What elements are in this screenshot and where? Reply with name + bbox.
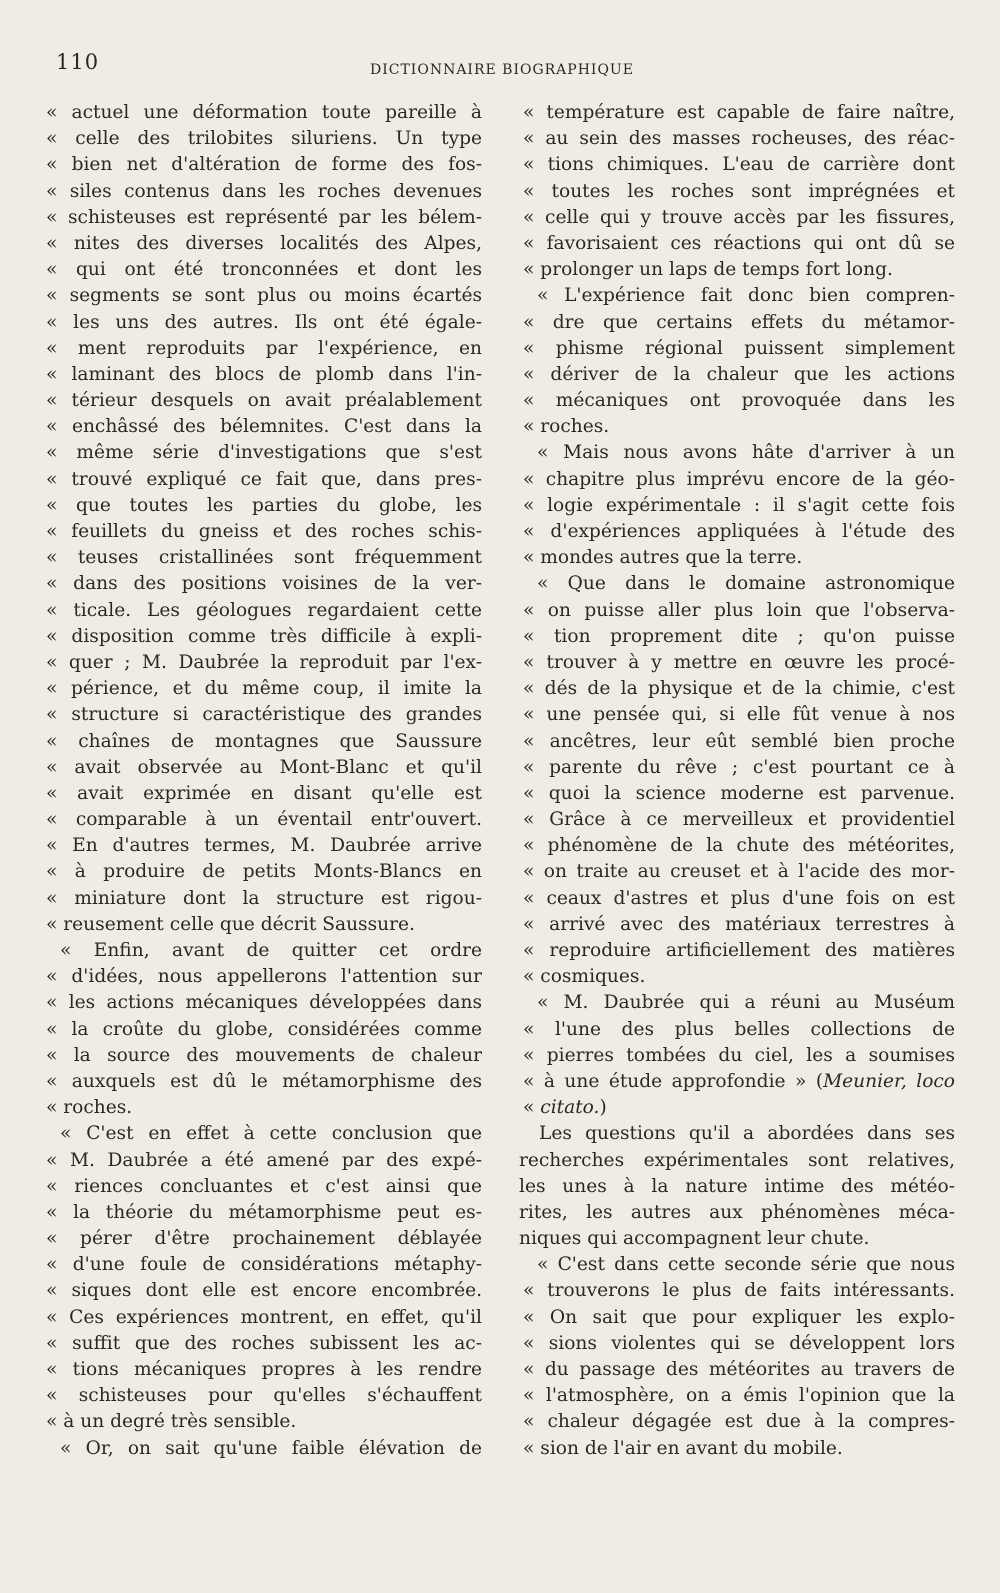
text-line [517,624,955,650]
text-line-content: « On sait que pour expliquer les explo- [523,1306,955,1328]
text-line [46,1095,482,1121]
text-line [517,388,955,414]
text-line-content: « même série d'investigations que s'est [46,442,482,464]
text-line-content: « Or, on sait qu'une faible élévation de [60,1437,482,1459]
text-line [517,1278,955,1304]
text-line [46,336,482,362]
text-line [517,938,955,964]
text-line [517,1069,955,1095]
italic-citation: Meunier, loco [823,1070,955,1092]
text-line [46,1409,482,1435]
text-line-content: « roches. [46,1097,133,1119]
text-line [517,440,955,466]
text-line-content: « les actions mécaniques développées dans [46,992,482,1014]
text-line-content: « avait exprimée en disant qu'elle est [46,782,482,804]
text-line-content: « L'expérience fait donc bien compren- [537,285,955,307]
text-line-content: « [523,1097,541,1119]
text-line [517,1357,955,1383]
text-line-content: « siles contenus dans les roches devenues [46,180,482,202]
italic-citation: citato. [540,1097,600,1119]
text-line [517,598,955,624]
text-line [46,650,482,676]
text-line [46,938,482,964]
text-line [46,807,482,833]
text-line [517,1226,955,1252]
text-line [517,1200,955,1226]
text-line-content: « prolonger un laps de temps fort long. [523,259,893,281]
text-line [517,1436,955,1462]
text-line [517,126,955,152]
text-line-content: « la théorie du métamorphisme peut es- [46,1201,482,1223]
text-line [46,571,482,597]
text-line [517,1043,955,1069]
text-line [517,1305,955,1331]
text-line [517,676,955,702]
text-line [46,624,482,650]
text-line [517,179,955,205]
text-line-content: « ancêtres, leur eût semblé bien proche [523,730,955,752]
text-line-content: « pérer d'être prochainement déblayée [46,1228,482,1250]
text-line-content: « chaleur dégagée est due à la compres- [523,1411,955,1433]
text-line [46,990,482,1016]
text-line [46,912,482,938]
text-line [517,257,955,283]
text-line-content: « dériver de la chaleur que les actions [523,363,955,385]
text-line-content: « structure si caractéristique des grandes [46,704,482,726]
text-line [46,1226,482,1252]
text-line [46,859,482,885]
text-line-content: « trouver à y mettre en œuvre les procé- [523,651,955,673]
text-line [517,1174,955,1200]
text-line-content: « phisme régional puissent simplement [523,337,955,359]
text-line-content: « température est capable de faire naître, [523,102,955,123]
text-line [46,519,482,545]
text-line [46,545,482,571]
text-line [517,545,955,571]
text-line [46,755,482,781]
text-line [517,414,955,440]
text-line-content: « térieur desquels on avait préalablement [46,390,482,412]
text-line-content: « sions violentes qui se développent lors [523,1332,955,1354]
text-line-content: « périence, et du même coup, il imite la [46,678,482,700]
text-line [517,152,955,178]
text-line [46,598,482,624]
text-line-content: « segments se sont plus ou moins écartés [46,285,482,307]
text-line-content: « au sein des masses rocheuses, des réac- [523,128,955,150]
text-line-content: « d'une foule de considérations métaphy- [46,1254,482,1276]
text-line-content: « actuel une déformation toute pareille à [46,102,482,123]
text-line-content: « favorisaient ces réactions qui ont dû se [523,232,955,254]
text-line-content: Les questions qu'il a abordées dans ses [539,1123,955,1145]
text-line [517,283,955,309]
text-line [517,1383,955,1409]
text-line [46,467,482,493]
text-line [46,1017,482,1043]
text-line [517,205,955,231]
text-line-content: « tions mécaniques propres à les rendre [46,1359,482,1380]
text-line [517,362,955,388]
text-line [517,493,955,519]
text-line [46,833,482,859]
text-line [46,126,482,152]
text-line-content: « on traite au creuset et à l'acide des mor- [523,861,955,883]
text-line-content: « logie expérimentale : il s'agit cette fois [523,494,955,516]
text-line-content: « Ces expériences montrent, en effet, qu'il [46,1306,482,1328]
text-line [46,1174,482,1200]
text-line-content: « Grâce à ce merveilleux et providentiel [523,809,955,831]
text-line [517,990,955,1016]
text-line-content: « chapitre plus imprévu encore de la géo- [523,468,955,490]
text-line [46,729,482,755]
text-line-content: « avait observée au Mont-Blanc et qu'il [46,756,482,778]
text-line-content: « à un degré très sensible. [46,1411,297,1433]
text-line-content: niques qui accompagnent leur chute. [519,1228,870,1250]
right-column [517,100,955,1462]
text-line-content: « mondes autres que la terre. [523,547,803,569]
text-line-content: « dés de la physique et de la chimie, c'est [523,678,955,700]
text-line-content: « C'est en effet à cette conclusion que [60,1123,482,1145]
page-number: 110 [56,50,100,74]
text-line [517,964,955,990]
text-line [46,1305,482,1331]
text-line-content: « ment reproduits par l'expérience, en [46,337,482,359]
text-line-content: « mécaniques ont provoquée dans les [523,390,955,412]
text-line-content: « schisteuses est représenté par les bélem- [46,206,482,228]
text-line-content: « toutes les roches sont imprégnées et [523,180,955,202]
text-line [517,100,955,126]
text-line [46,1121,482,1147]
text-line-content: « roches. [523,416,610,438]
text-line-content: « trouverons le plus de faits intéressants. [523,1280,955,1302]
text-line [517,1017,955,1043]
text-line-content: « bien net d'altération de forme des fos- [46,154,482,176]
text-line-content: « C'est dans cette seconde série que nous [537,1254,955,1276]
text-line-content: « Enfin, avant de quitter cet ordre [60,940,482,961]
text-line [46,205,482,231]
text-line-content: « suffit que des roches subissent les ac- [46,1332,482,1354]
text-line-content: « phénomène de la chute des météorites, [523,835,955,857]
text-line-content: « riences concluantes et c'est ainsi que [46,1175,482,1197]
text-line [517,859,955,885]
text-line-content: « que toutes les parties du globe, les [46,494,482,516]
text-line [517,807,955,833]
text-line-content: « reusement celle que décrit Saussure. [46,913,415,935]
text-line-content: « feuillets du gneiss et des roches schis- [46,521,482,542]
text-line [517,1252,955,1278]
text-line [517,1121,955,1147]
text-line-content: « on puisse aller plus loin que l'observa- [523,599,955,621]
text-line-content: « nites des diverses localités des Alpes, [46,232,482,254]
text-line-content: les unes à la nature intime des météo- [519,1175,955,1197]
text-line-content: « dans des positions voisines de la ver- [46,573,482,595]
text-line [46,100,482,126]
text-line-content: « Que dans le domaine astronomique [537,573,955,595]
text-line [517,467,955,493]
text-line-content: « quoi la science moderne est parvenue. [523,782,955,804]
text-line [46,676,482,702]
text-line [46,1331,482,1357]
text-line-content: « miniature dont la structure est rigou- [46,887,482,909]
text-line [46,1383,482,1409]
text-line-content: « reproduire artificiellement des matières [523,940,955,961]
text-line-content: « disposition comme très difficile à expli- [46,625,482,647]
text-line [517,702,955,728]
text-line [46,152,482,178]
text-line [46,1436,482,1462]
text-line [46,362,482,388]
text-line [46,231,482,257]
text-line [46,414,482,440]
text-line [46,1043,482,1069]
text-line-content: « M. Daubrée a été amené par des expé- [46,1149,482,1171]
text-line-content: « à une étude approfondie » ( [523,1070,824,1092]
text-line-content: « En d'autres termes, M. Daubrée arrive [46,835,482,857]
text-line-content: « sion de l'air en avant du mobile. [523,1437,843,1459]
text-line [46,702,482,728]
text-line-suffix: ) [599,1097,607,1119]
text-line [517,310,955,336]
text-line-content: rites, les autres aux phénomènes méca- [519,1201,955,1223]
text-line-content: « les uns des autres. Ils ont été égale- [46,311,482,333]
text-line-content: « laminant des blocs de plomb dans l'in- [46,363,482,385]
text-line [46,310,482,336]
text-line [46,964,482,990]
text-line [517,1331,955,1357]
text-line-content: « trouvé expliqué ce fait que, dans pres- [46,468,482,490]
text-line [517,1409,955,1435]
text-line-content: « enchâssé des bélemnites. C'est dans la [46,416,482,438]
text-line-content: « chaînes de montagnes que Saussure [46,730,482,752]
text-line [517,231,955,257]
text-line [517,1095,955,1121]
text-line [46,1069,482,1095]
text-line [517,781,955,807]
text-line-content: « ticale. Les géologues regardaient cette [46,599,482,621]
text-line [46,1278,482,1304]
running-head: DICTIONNAIRE BIOGRAPHIQUE [370,62,634,78]
text-line-content: « ceaux d'astres et plus d'une fois on est [523,887,955,909]
text-line-content: « auxquels est dû le métamorphisme des [46,1070,482,1092]
text-line-content: « tion proprement dite ; qu'on puisse [523,625,955,647]
text-line [46,1200,482,1226]
text-line [46,1148,482,1174]
text-line [517,729,955,755]
left-column [46,100,482,1462]
text-line [46,1252,482,1278]
text-line-content: « schisteuses pour qu'elles s'échauffent [46,1385,482,1407]
text-line-content: « M. Daubrée qui a réuni au Muséum [537,992,955,1014]
text-line-content: « à produire de petits Monts-Blancs en [46,861,482,883]
text-line-content: « comparable à un éventail entr'ouvert. [46,809,482,831]
text-line [46,493,482,519]
text-line [517,571,955,597]
text-line [517,912,955,938]
text-line-content: « celle des trilobites siluriens. Un type [46,128,482,150]
text-line [46,257,482,283]
text-line [46,1357,482,1383]
text-line [517,833,955,859]
text-line-content: « tions chimiques. L'eau de carrière dont [523,154,955,176]
text-line-content: « cosmiques. [523,966,646,988]
text-line-content: « parente du rêve ; c'est pourtant ce à [523,756,955,778]
text-line-content: « du passage des météorites au travers de [523,1359,955,1380]
text-line-content: « l'une des plus belles collections de [523,1018,955,1040]
text-line [517,1148,955,1174]
text-line [517,336,955,362]
text-line-content: recherches expérimentales sont relatives, [519,1149,955,1171]
text-line-content: « Mais nous avons hâte d'arriver à un [537,442,955,464]
text-line-content: « arrivé avec des matériaux terrestres à [523,913,955,935]
text-line-content: « la croûte du globe, considérées comme [46,1018,482,1040]
text-line-content: « qui ont été tronconnées et dont les [46,259,482,281]
text-line [517,519,955,545]
text-line-content: « celle qui y trouve accès par les fissures, [523,206,955,228]
text-line-content: « la source des mouvements de chaleur [46,1044,482,1066]
text-line-content: « teuses cristallinées sont fréquemment [46,547,482,569]
text-line [46,440,482,466]
text-line [46,886,482,912]
text-line-content: « l'atmosphère, on a émis l'opinion que la [523,1385,955,1407]
text-line [46,388,482,414]
text-line-content: « une pensée qui, si elle fût venue à nos [523,704,955,726]
text-line [517,650,955,676]
text-line [46,179,482,205]
text-line-content: « d'expériences appliquées à l'étude des [523,521,955,542]
text-line [46,781,482,807]
text-line [517,886,955,912]
text-line-content: « dre que certains effets du métamor- [523,311,955,333]
text-line [46,283,482,309]
text-line-content: « quer ; M. Daubrée la reproduit par l'ex- [46,651,482,673]
text-line-content: « pierres tombées du ciel, les a soumises [523,1044,955,1066]
text-line-content: « siques dont elle est encore encombrée. [46,1280,482,1302]
text-line [517,755,955,781]
text-line-content: « d'idées, nous appellerons l'attention sur [46,966,482,988]
